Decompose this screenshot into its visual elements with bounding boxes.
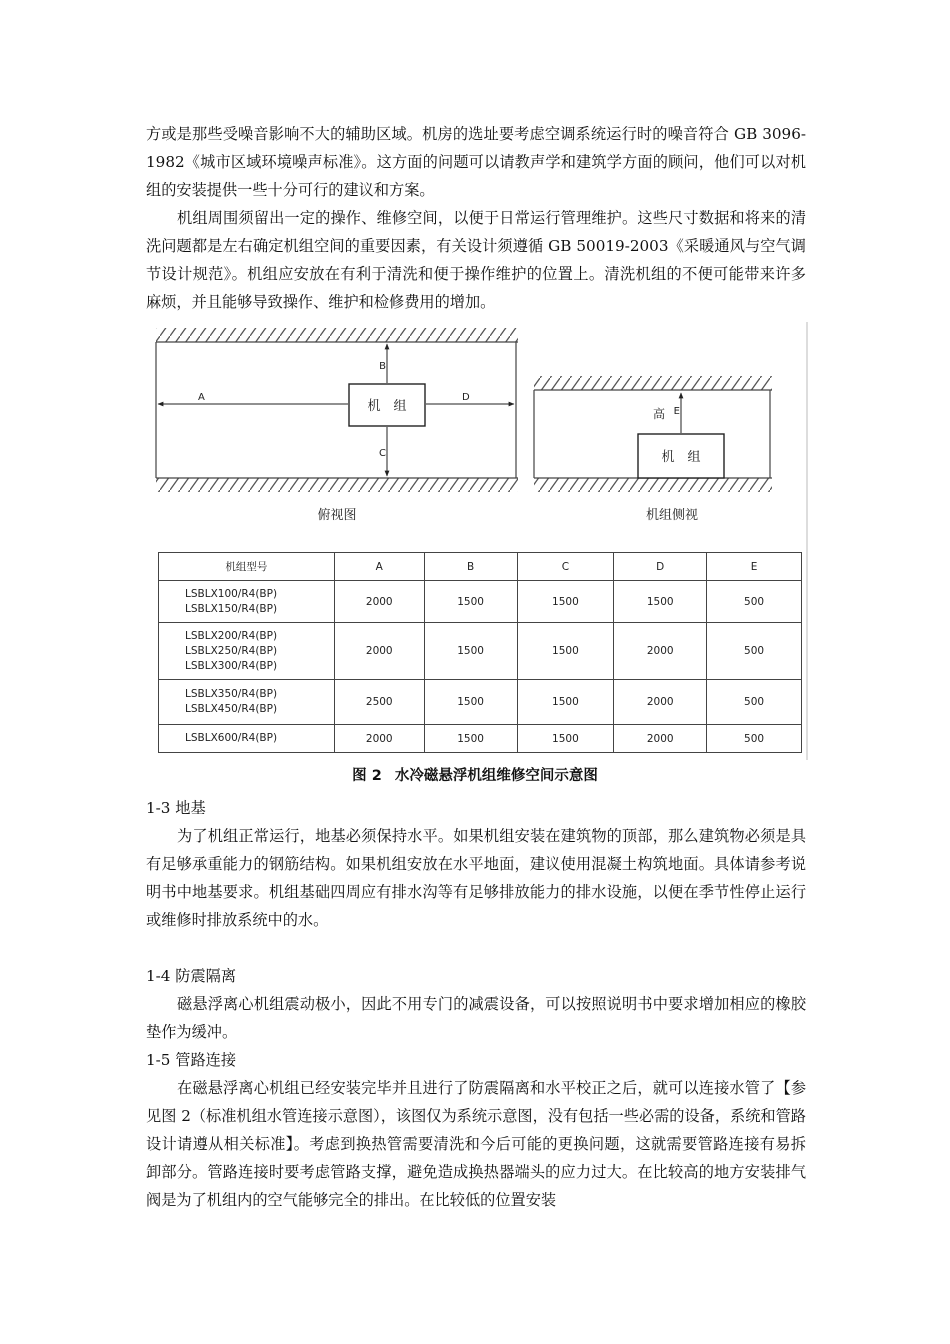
model-name: LSBLX150/R4(BP) [185,602,278,615]
section-heading-vibration: 1-4 防震隔离 [146,967,237,985]
table-header-row [159,553,802,581]
value-d: 2000 [614,680,707,725]
top-view [156,328,518,523]
model-cell [159,623,335,680]
section-heading-piping: 1-5 管路连接 [146,1051,237,1069]
section-text-vibration: 磁悬浮离心机组震动极小，因此不用专门的减震设备，可以按照说明书中要求增加相应的橡胶垫作为缓冲。 [146,995,806,1041]
side-view-caption: 机组侧视 [645,508,699,523]
model-name: LSBLX250/R4(BP) [185,644,278,657]
table-row [159,680,802,725]
value-e: 500 [707,725,802,753]
value-a: 2000 [334,623,424,680]
figure-title: 水冷磁悬浮机组维修空间示意图 [394,768,598,784]
value-c: 1500 [517,680,614,725]
height-label: 高 [653,407,666,421]
paragraph-maintenance-space: 机组周围须留出一定的操作、维修空间，以便于日常运行管理维护。这些尺寸数据和将来的清洗问题都是左右确定机组空间的重要因素，有关设计须遵循 GB 50019-2003《采暖通风与空气调节设计规范》。机组应安放在有利于清洗和便于操作维护的位置上。清洗机组的不便可能带来许多麻烦，并且能够导致操作、维护和检修费用的增加。 [146,209,806,311]
figure-number: 图 2 [352,768,382,784]
table-header: A [334,553,424,581]
section-text-piping: 在磁悬浮离心机组已经安装完毕并且进行了防震隔离和水平校正之后，就可以连接水管了【参见图 2（标准机组水管连接示意图），该图仅为系统示意图，没有包括一些必需的设备，系统和管路设计请遵从相关标准】。考虑到换热管需要清洗和今后可能的更换问题，这就需要管路连接有易拆卸部分。管路连接时要考虑管路支撑，避免造成换热器端头的应力过大。在比较高的地方安装排气阀是为了机组内的空气能够完全的排出。在比较低的位置安装 [146,1079,806,1209]
table-row [159,725,802,753]
value-b: 1500 [424,680,517,725]
table-header: E [707,553,802,581]
table-header: C [517,553,614,581]
dim-b-label: B [379,361,386,372]
value-c: 1500 [517,581,614,623]
value-c: 1500 [517,725,614,753]
value-b: 1500 [424,581,517,623]
value-b: 1500 [424,623,517,680]
model-cell [159,680,335,725]
dim-a-label: A [198,392,205,403]
table-header: B [424,553,517,581]
model-name: LSBLX200/R4(BP) [185,629,278,642]
table-row [159,623,802,680]
value-e: 500 [707,623,802,680]
value-a: 2500 [334,680,424,725]
value-a: 2000 [334,725,424,753]
dim-d-label: D [462,392,470,403]
side-view [534,376,772,523]
model-name: LSBLX450/R4(BP) [185,703,278,715]
ceiling-hatch [534,376,772,390]
model-cell [159,581,335,623]
model-name: LSBLX300/R4(BP) [185,659,278,672]
unit-label-top: 机 组 [367,399,407,414]
model-name: LSBLX600/R4(BP) [185,732,278,744]
table-header: D [614,553,707,581]
section-heading-foundation: 1-3 地基 [146,799,206,817]
dim-c-label: C [379,448,386,459]
top-view-caption: 俯视图 [317,508,357,523]
figure-caption [0,764,950,788]
top-wall-hatch [156,328,518,342]
table-row [159,581,802,623]
value-e: 500 [707,581,802,623]
dim-e-label: E [673,406,680,417]
value-d: 2000 [614,623,707,680]
maintenance-space-table [158,552,802,753]
table-header: 机组型号 [159,553,335,581]
model-name: LSBLX100/R4(BP) [185,587,278,600]
paragraph-noise-location: 方或是那些受噪音影响不大的辅助区域。机房的选址要考虑空调系统运行时的噪音符合 GB 3096-1982《城市区域环境噪声标准》。这方面的问题可以请教声学和建筑学方面的顾问，他们可以对机组的安装提供一些十分可行的建议和方案。 [146,125,806,199]
value-c: 1500 [517,623,614,680]
model-name: LSBLX350/R4(BP) [185,688,278,700]
value-d: 1500 [614,581,707,623]
value-d: 2000 [614,725,707,753]
section-text-foundation: 为了机组正常运行，地基必须保持水平。如果机组安装在建筑物的顶部，那么建筑物必须是具有足够承重能力的钢筋结构。如果机组安放在水平地面，建议使用混凝土构筑地面。具体请参考说明书中地基要求。机组基础四周应有排水沟等有足够排放能力的排水设施，以便在季节性停止运行或维修时排放系统中的水。 [146,827,806,929]
value-a: 2000 [334,581,424,623]
model-cell [159,725,335,753]
value-b: 1500 [424,725,517,753]
floor-hatch [534,478,772,492]
bottom-wall-hatch [156,478,518,492]
unit-label-side: 机 组 [661,450,701,465]
value-e: 500 [707,680,802,725]
